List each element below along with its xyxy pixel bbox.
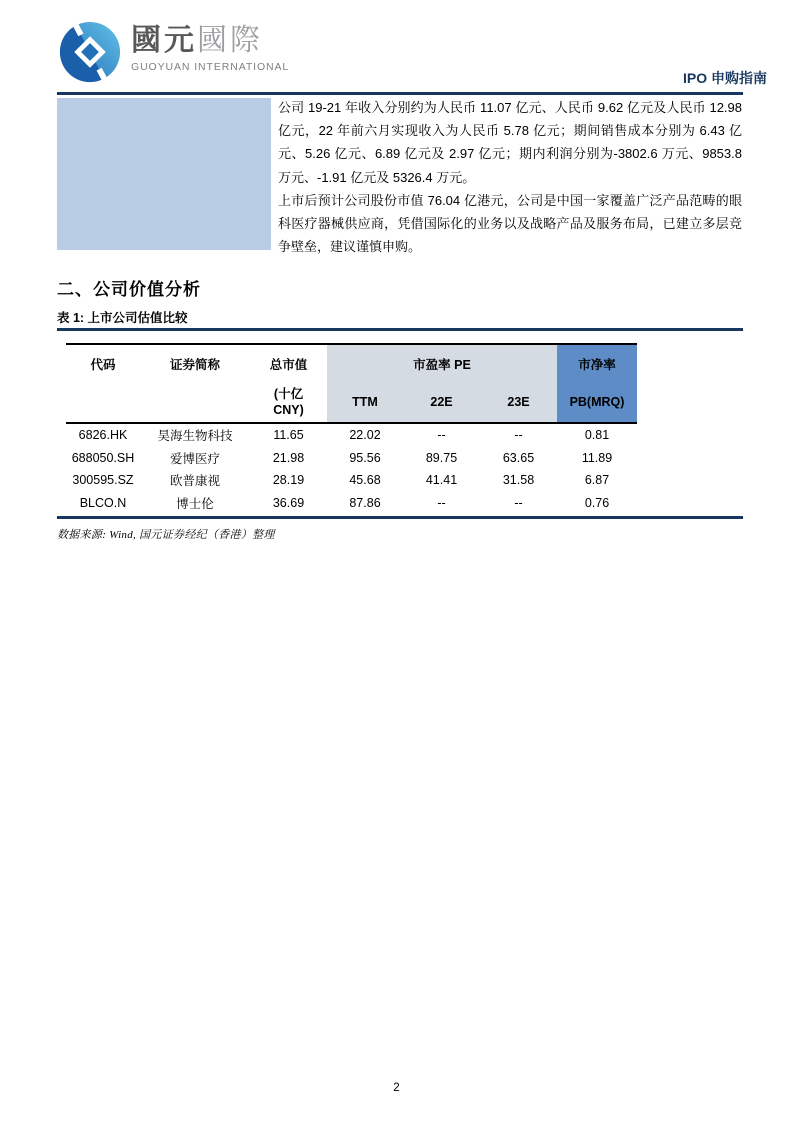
cell-pe-22e: -- bbox=[437, 495, 446, 510]
cell-pb: 6.87 bbox=[584, 473, 610, 488]
table-caption: 表 1: 上市公司估值比较 bbox=[57, 311, 188, 325]
cell-pe-ttm: 22.02 bbox=[349, 428, 381, 443]
th-market-cap-unit-line2: CNY) bbox=[273, 403, 304, 417]
cell-code: 6826.HK bbox=[78, 428, 128, 443]
summary-paragraph-financials: 公司 19-21 年收入分别约为人民币 11.07 亿元、人民币 9.62 亿元及人民币 12.98 亿元，22 年前六月实现收入为人民币 5.78 亿元；期间销售成本分别为 6.43 亿元、5.26 亿元、6.89 亿元及 2.97 亿元；期内利润分别为-3802.6 万元、9853.8 万元、-1.91 亿元及 5326.4 万元。 bbox=[278, 100, 742, 185]
th-pe-23e: 23E bbox=[480, 382, 557, 422]
cell-pe-23e: -- bbox=[514, 495, 523, 510]
table-caption-divider bbox=[57, 328, 743, 331]
cell-pe-22e: 89.75 bbox=[425, 450, 458, 465]
th-pe-22e: 22E bbox=[403, 382, 480, 422]
summary-text-block bbox=[278, 96, 742, 258]
cell-pe-ttm: 45.68 bbox=[349, 473, 381, 488]
th-pe-ttm: TTM bbox=[327, 382, 403, 422]
cell-pe-ttm: 95.56 bbox=[349, 450, 381, 465]
cell-pb: 11.89 bbox=[581, 450, 613, 465]
cell-pe-23e: 63.65 bbox=[502, 450, 535, 465]
section-title: 二、公司价值分析 bbox=[57, 280, 201, 299]
valuation-table-header bbox=[66, 343, 637, 424]
th-market-cap: 总市值 bbox=[269, 357, 308, 372]
cell-mktcap: 36.69 bbox=[272, 495, 305, 510]
logo bbox=[58, 20, 289, 84]
page-number: 2 bbox=[393, 1082, 400, 1094]
cell-code: 688050.SH bbox=[71, 450, 135, 465]
th-pb-mrq: PB(MRQ) bbox=[557, 382, 637, 422]
report-type-label: IPO 申购指南 bbox=[682, 70, 767, 86]
cell-mktcap: 21.98 bbox=[272, 450, 305, 465]
valuation-table-body bbox=[66, 424, 637, 514]
th-market-cap-unit-line1: (十亿 bbox=[273, 387, 304, 401]
valuation-table bbox=[66, 343, 637, 514]
logo-name-chinese bbox=[131, 22, 289, 60]
table-row bbox=[66, 492, 637, 515]
cell-pb: 0.76 bbox=[584, 495, 610, 510]
logo-name-english: GUOYUAN INTERNATIONAL bbox=[131, 61, 290, 73]
th-name: 证券简称 bbox=[169, 357, 220, 372]
th-code: 代码 bbox=[90, 357, 116, 372]
cell-name: 昊海生物科技 bbox=[157, 429, 233, 444]
cell-name: 欧普康视 bbox=[169, 474, 220, 489]
summary-paragraph-recommendation: 上市后预计公司股份市值 76.04 亿港元，公司是中国一家覆盖广泛产品范畴的眼科医疗器械供应商，凭借国际化的业务以及战略产品及服务布局，已建立多层竞争壁垒，建议谨慎申购。 bbox=[278, 192, 742, 255]
header-divider bbox=[57, 92, 743, 95]
th-market-cap-unit bbox=[250, 382, 327, 422]
cell-pb: 0.81 bbox=[584, 428, 610, 443]
cell-pe-23e: -- bbox=[514, 428, 523, 443]
guoyuan-logo-icon bbox=[58, 20, 122, 84]
table-row bbox=[66, 469, 637, 492]
data-source-note: 数据来源: Wind, 国元证券经纪（香港）整理 bbox=[57, 529, 275, 541]
cell-name: 博士伦 bbox=[176, 496, 214, 511]
cell-pe-22e: -- bbox=[437, 428, 446, 443]
table-row bbox=[66, 424, 637, 447]
cell-pe-ttm: 87.86 bbox=[349, 495, 381, 510]
sidebar-placeholder-box bbox=[57, 98, 271, 250]
th-pe-group: 市盈率 PE bbox=[327, 345, 557, 382]
cell-pe-23e: 31.58 bbox=[502, 473, 535, 488]
logo-name-cn-secondary: 國際 bbox=[197, 24, 263, 57]
table-bottom-divider bbox=[57, 516, 743, 519]
th-pb-group: 市净率 bbox=[557, 345, 637, 382]
logo-text bbox=[131, 20, 289, 73]
cell-mktcap: 28.19 bbox=[272, 473, 305, 488]
table-row bbox=[66, 447, 637, 470]
cell-code: BLCO.N bbox=[79, 495, 127, 510]
cell-name: 爱博医疗 bbox=[169, 451, 220, 466]
cell-pe-22e: 41.41 bbox=[425, 473, 458, 488]
logo-name-cn-primary: 國元 bbox=[131, 24, 197, 57]
cell-mktcap: 11.65 bbox=[273, 428, 304, 443]
cell-code: 300595.SZ bbox=[72, 473, 134, 488]
